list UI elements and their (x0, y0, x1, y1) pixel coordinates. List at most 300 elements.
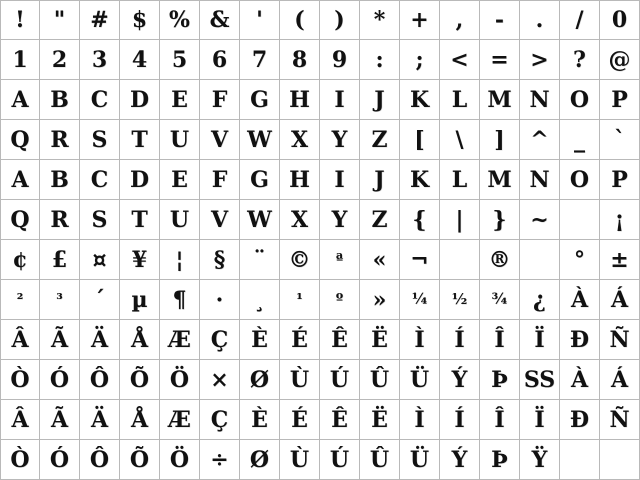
digit-nine: 9 (331, 46, 348, 73)
glyph-cell[interactable] (40, 200, 80, 240)
latin-small-k-capitalized: K (409, 166, 430, 193)
latin-capital-w: W (247, 126, 272, 153)
glyph-cell[interactable] (160, 80, 200, 120)
currency-sign: ¤ (92, 246, 107, 273)
glyph-cell[interactable] (280, 440, 320, 480)
glyph-cell[interactable] (440, 320, 480, 360)
glyph-cell[interactable] (40, 400, 80, 440)
glyph-cell[interactable] (0, 280, 40, 320)
latin-small-u-capitalized: U (169, 206, 190, 233)
glyph-cell[interactable] (40, 320, 80, 360)
glyph-cell[interactable] (360, 160, 400, 200)
glyph-cell[interactable] (520, 200, 560, 240)
glyph-cell[interactable] (320, 280, 360, 320)
glyph-cell[interactable] (600, 360, 640, 400)
glyph-cell[interactable] (40, 440, 80, 480)
glyph-cell[interactable] (280, 120, 320, 160)
glyph-cell[interactable] (80, 200, 120, 240)
glyph-cell[interactable] (80, 0, 120, 40)
glyph-cell[interactable] (80, 240, 120, 280)
glyph-cell[interactable] (320, 40, 360, 80)
glyph-cell[interactable] (200, 160, 240, 200)
glyph-cell[interactable] (560, 0, 600, 40)
glyph-cell[interactable] (360, 240, 400, 280)
glyph-cell[interactable] (560, 440, 600, 480)
glyph-cell[interactable] (520, 360, 560, 400)
digit-six: 6 (211, 46, 228, 73)
latin-small-b-capitalized: B (50, 166, 69, 193)
latin-capital-ae: Æ (168, 326, 191, 353)
glyph-cell[interactable] (600, 160, 640, 200)
glyph-cell[interactable] (120, 320, 160, 360)
latin-capital-c-cedilla: Ç (210, 326, 229, 353)
exclamation-mark: ! (15, 7, 25, 33)
glyph-cell[interactable] (480, 280, 520, 320)
one-half: ½ (451, 290, 468, 308)
glyph-cell[interactable] (80, 80, 120, 120)
glyph-cell[interactable] (400, 240, 440, 280)
glyph-cell[interactable] (320, 400, 360, 440)
glyph-cell[interactable] (120, 440, 160, 480)
glyph-cell[interactable] (560, 240, 600, 280)
glyph-cell[interactable] (360, 200, 400, 240)
glyph-cell[interactable] (240, 120, 280, 160)
glyph-cell[interactable] (0, 240, 40, 280)
latin-capital-e-acute: É (291, 326, 308, 353)
glyph-cell[interactable] (400, 160, 440, 200)
latin-small-e-capitalized: E (171, 166, 188, 193)
asterisk: * (373, 7, 386, 33)
glyph-cell[interactable] (560, 80, 600, 120)
glyph-cell[interactable] (200, 320, 240, 360)
glyph-cell[interactable] (560, 40, 600, 80)
glyph-cell[interactable] (40, 120, 80, 160)
latin-small-o-diaeresis-capitalized: Ö (169, 446, 190, 473)
glyph-cell[interactable] (80, 320, 120, 360)
latin-capital-a-diaeresis: Ä (90, 326, 109, 353)
micro-sign: µ (131, 286, 148, 313)
latin-small-i-capitalized: I (334, 166, 345, 193)
glyph-cell[interactable] (400, 440, 440, 480)
latin-small-v-capitalized: V (210, 206, 229, 233)
glyph-cell[interactable] (0, 320, 40, 360)
latin-capital-thorn: Þ (491, 366, 508, 393)
glyph-cell[interactable] (280, 0, 320, 40)
glyph-cell[interactable] (440, 240, 480, 280)
right-parenthesis: ) (334, 7, 345, 33)
glyph-cell[interactable] (360, 280, 400, 320)
glyph-cell[interactable] (320, 200, 360, 240)
glyph-cell[interactable] (40, 40, 80, 80)
glyph-cell[interactable] (80, 400, 120, 440)
glyph-cell[interactable] (240, 320, 280, 360)
glyph-cell[interactable] (80, 360, 120, 400)
glyph-cell[interactable] (160, 120, 200, 160)
glyph-cell[interactable] (40, 80, 80, 120)
glyph-cell[interactable] (200, 120, 240, 160)
glyph-cell[interactable] (240, 360, 280, 400)
glyph-cell[interactable] (600, 80, 640, 120)
glyph-cell[interactable] (520, 160, 560, 200)
glyph-cell[interactable] (360, 40, 400, 80)
glyph-cell[interactable] (120, 80, 160, 120)
glyph-cell[interactable] (480, 0, 520, 40)
latin-capital-o-grave: Ò (10, 366, 30, 393)
glyph-cell[interactable] (160, 0, 200, 40)
glyph-cell[interactable] (520, 80, 560, 120)
glyph-cell[interactable] (120, 40, 160, 80)
glyph-cell[interactable] (480, 40, 520, 80)
glyph-cell[interactable] (200, 80, 240, 120)
glyph-cell[interactable] (240, 400, 280, 440)
glyph-cell[interactable] (360, 440, 400, 480)
glyph-cell[interactable] (400, 320, 440, 360)
latin-small-y-capitalized: Y (331, 206, 348, 233)
glyph-cell[interactable] (320, 440, 360, 480)
latin-capital-o: O (569, 86, 590, 113)
glyph-cell[interactable] (600, 200, 640, 240)
latin-small-n-tilde-capitalized: Ñ (609, 406, 630, 433)
glyph-cell[interactable] (400, 40, 440, 80)
glyph-cell[interactable] (0, 200, 40, 240)
glyph-cell[interactable] (320, 80, 360, 120)
latin-small-a-circumflex-capitalized: Â (11, 406, 29, 433)
superscript-one: ¹ (296, 290, 303, 308)
latin-capital-d: D (129, 86, 150, 113)
glyph-cell[interactable] (320, 0, 360, 40)
latin-small-a-diaeresis-capitalized: Ä (90, 406, 109, 433)
latin-capital-q: Q (10, 126, 30, 153)
glyph-cell[interactable] (600, 240, 640, 280)
vertical-line: | (455, 206, 464, 233)
glyph-cell[interactable] (0, 360, 40, 400)
glyph-cell[interactable] (480, 120, 520, 160)
glyph-cell[interactable] (440, 160, 480, 200)
glyph-cell[interactable] (160, 440, 200, 480)
latin-capital-v: V (210, 126, 229, 153)
tilde: ~ (530, 206, 549, 233)
glyph-cell[interactable] (40, 0, 80, 40)
glyph-cell[interactable] (560, 400, 600, 440)
glyph-cell[interactable] (520, 440, 560, 480)
latin-small-eth-capitalized: Ð (569, 406, 590, 433)
glyph-cell[interactable] (200, 40, 240, 80)
glyph-cell[interactable] (240, 80, 280, 120)
semicolon: ; (415, 46, 424, 73)
glyph-cell[interactable] (400, 0, 440, 40)
percent-sign: % (169, 7, 190, 33)
latin-small-f-capitalized: F (211, 166, 228, 193)
latin-small-c-capitalized: C (90, 166, 109, 193)
not-sign: ¬ (410, 246, 429, 273)
glyph-cell[interactable] (440, 280, 480, 320)
glyph-cell[interactable] (480, 240, 520, 280)
glyph-cell[interactable] (520, 240, 560, 280)
latin-capital-e: E (171, 86, 188, 113)
glyph-cell[interactable] (160, 200, 200, 240)
digit-two: 2 (51, 46, 68, 73)
glyph-cell[interactable] (440, 80, 480, 120)
glyph-cell[interactable] (440, 200, 480, 240)
glyph-cell[interactable] (80, 160, 120, 200)
glyph-cell[interactable] (80, 40, 120, 80)
glyph-cell[interactable] (120, 160, 160, 200)
latin-capital-m: M (487, 86, 512, 113)
latin-capital-j: J (374, 86, 385, 113)
latin-small-i-diaeresis-capitalized: Ï (534, 406, 545, 433)
glyph-cell[interactable] (560, 120, 600, 160)
glyph-cell[interactable] (120, 0, 160, 40)
latin-small-c-cedilla-capitalized: Ç (210, 406, 229, 433)
latin-small-ae-capitalized: Æ (168, 406, 191, 433)
hyphen-minus: - (494, 7, 505, 33)
glyph-cell[interactable] (360, 0, 400, 40)
glyph-cell[interactable] (0, 400, 40, 440)
glyph-cell[interactable] (280, 280, 320, 320)
glyph-cell[interactable] (360, 80, 400, 120)
glyph-cell[interactable] (360, 320, 400, 360)
glyph-cell[interactable] (440, 360, 480, 400)
one-quarter: ¼ (411, 290, 428, 308)
masculine-ordinal-indicator: º (335, 290, 344, 308)
glyph-cell[interactable] (360, 400, 400, 440)
cedilla: ¸ (254, 286, 265, 313)
digit-seven: 7 (251, 46, 268, 73)
quotation-mark: " (53, 7, 66, 33)
glyph-cell[interactable] (240, 0, 280, 40)
latin-capital-a-circumflex: Â (11, 326, 29, 353)
glyph-cell[interactable] (440, 440, 480, 480)
glyph-cell[interactable] (400, 360, 440, 400)
glyph-cell[interactable] (400, 400, 440, 440)
glyph-cell[interactable] (200, 440, 240, 480)
glyph-cell[interactable] (560, 360, 600, 400)
glyph-cell[interactable] (280, 320, 320, 360)
number-sign: # (90, 7, 109, 33)
left-double-angle-quotation: « (372, 246, 387, 273)
glyph-cell[interactable] (120, 120, 160, 160)
glyph-cell[interactable] (40, 280, 80, 320)
glyph-cell[interactable] (520, 120, 560, 160)
glyph-cell[interactable] (120, 240, 160, 280)
apostrophe: ' (256, 7, 263, 33)
glyph-cell[interactable] (560, 200, 600, 240)
glyph-cell[interactable] (520, 40, 560, 80)
grave-accent: ` (614, 126, 625, 153)
glyph-cell[interactable] (600, 320, 640, 360)
glyph-cell[interactable] (320, 240, 360, 280)
latin-small-u-diaeresis-capitalized: Ü (409, 446, 430, 473)
glyph-cell[interactable] (520, 400, 560, 440)
low-line: _ (574, 126, 585, 153)
glyph-cell[interactable] (80, 440, 120, 480)
latin-capital-e-circumflex: Ê (331, 326, 348, 353)
glyph-cell[interactable] (280, 240, 320, 280)
glyph-cell[interactable] (160, 280, 200, 320)
glyph-cell[interactable] (360, 120, 400, 160)
glyph-cell[interactable] (280, 200, 320, 240)
glyph-cell[interactable] (160, 360, 200, 400)
glyph-cell[interactable] (240, 280, 280, 320)
glyph-cell[interactable] (240, 440, 280, 480)
glyph-cell[interactable] (320, 120, 360, 160)
glyph-cell[interactable] (200, 200, 240, 240)
glyph-cell[interactable] (520, 280, 560, 320)
glyph-cell[interactable] (560, 160, 600, 200)
glyph-cell[interactable] (40, 240, 80, 280)
digit-zero: 0 (611, 7, 628, 33)
glyph-cell[interactable] (520, 320, 560, 360)
glyph-cell[interactable] (560, 280, 600, 320)
glyph-cell[interactable] (120, 360, 160, 400)
glyph-cell[interactable] (440, 0, 480, 40)
glyph-cell[interactable] (80, 280, 120, 320)
glyph-cell[interactable] (480, 200, 520, 240)
colon: : (375, 46, 384, 73)
glyph-cell[interactable] (400, 80, 440, 120)
commercial-at: @ (608, 46, 631, 73)
glyph-cell[interactable] (360, 360, 400, 400)
glyph-cell[interactable] (480, 160, 520, 200)
glyph-cell[interactable] (600, 40, 640, 80)
glyph-cell[interactable] (0, 40, 40, 80)
glyph-cell[interactable] (200, 240, 240, 280)
latin-capital-x: X (290, 126, 309, 153)
circumflex-accent: ^ (530, 126, 549, 153)
digit-four: 4 (131, 46, 148, 73)
glyph-cell[interactable] (440, 400, 480, 440)
glyph-cell[interactable] (600, 280, 640, 320)
less-than-sign: < (450, 46, 469, 73)
glyph-cell[interactable] (440, 120, 480, 160)
latin-capital-y-diaeresis: Ÿ (531, 446, 548, 473)
glyph-cell[interactable] (600, 440, 640, 480)
glyph-cell[interactable] (160, 400, 200, 440)
latin-small-o-grave-capitalized: Ò (10, 446, 30, 473)
glyph-cell[interactable] (240, 160, 280, 200)
glyph-cell[interactable] (160, 320, 200, 360)
glyph-cell[interactable] (240, 200, 280, 240)
glyph-cell[interactable] (240, 240, 280, 280)
glyph-cell[interactable] (600, 400, 640, 440)
latin-capital-i-acute: Í (454, 326, 465, 353)
pound-sign: £ (51, 246, 68, 273)
right-double-angle-quotation: » (372, 286, 387, 313)
latin-capital-a-acute: Á (610, 286, 629, 313)
cent-sign: ¢ (12, 246, 28, 273)
glyph-cell[interactable] (440, 40, 480, 80)
glyph-cell[interactable] (120, 200, 160, 240)
latin-capital-a-ring: Å (130, 326, 149, 353)
glyph-cell[interactable] (480, 440, 520, 480)
glyph-cell[interactable] (280, 40, 320, 80)
glyph-cell[interactable] (200, 0, 240, 40)
glyph-cell[interactable] (400, 120, 440, 160)
latin-small-y-acute-capitalized: Ý (451, 446, 468, 473)
latin-capital-n-tilde: Ñ (609, 326, 630, 353)
glyph-cell[interactable] (400, 200, 440, 240)
glyph-cell[interactable] (200, 280, 240, 320)
left-curly-bracket: { (412, 206, 427, 233)
glyph-cell[interactable] (320, 360, 360, 400)
glyph-cell[interactable] (480, 360, 520, 400)
glyph-cell[interactable] (600, 0, 640, 40)
question-mark: ? (573, 46, 586, 73)
glyph-cell[interactable] (0, 80, 40, 120)
glyph-cell[interactable] (0, 0, 40, 40)
latin-small-i-acute-capitalized: Í (454, 406, 465, 433)
glyph-cell[interactable] (200, 360, 240, 400)
glyph-cell[interactable] (320, 320, 360, 360)
glyph-cell[interactable] (560, 320, 600, 360)
glyph-cell[interactable] (160, 240, 200, 280)
glyph-cell[interactable] (40, 160, 80, 200)
glyph-cell[interactable] (400, 280, 440, 320)
latin-small-a-acute-capitalized: Á (610, 366, 629, 393)
greater-than-sign: > (530, 46, 549, 73)
broken-bar: ¦ (175, 246, 184, 273)
latin-capital-f: F (211, 86, 228, 113)
division-sign: ÷ (210, 446, 229, 473)
glyph-cell[interactable] (280, 160, 320, 200)
glyph-cell[interactable] (520, 0, 560, 40)
glyph-cell[interactable] (480, 80, 520, 120)
latin-small-w-capitalized: W (247, 206, 272, 233)
glyph-cell[interactable] (280, 360, 320, 400)
latin-capital-o-diaeresis: Ö (169, 366, 190, 393)
latin-capital-y-acute: Ý (451, 366, 468, 393)
latin-capital-y: Y (331, 126, 348, 153)
latin-small-e-diaeresis-capitalized: Ë (371, 406, 388, 433)
latin-small-n-capitalized: N (529, 166, 550, 193)
latin-capital-o-tilde: Õ (129, 366, 150, 393)
latin-small-g-capitalized: G (250, 166, 269, 193)
glyph-cell[interactable] (160, 40, 200, 80)
glyph-cell[interactable] (40, 360, 80, 400)
glyph-cell[interactable] (120, 280, 160, 320)
glyph-cell[interactable] (0, 440, 40, 480)
glyph-cell[interactable] (280, 80, 320, 120)
glyph-cell[interactable] (0, 160, 40, 200)
glyph-cell[interactable] (160, 160, 200, 200)
latin-capital-n: N (529, 86, 550, 113)
latin-small-h-capitalized: H (289, 166, 310, 193)
glyph-cell[interactable] (120, 400, 160, 440)
latin-capital-u-circumflex: Û (369, 366, 390, 393)
plus-minus-sign: ± (610, 246, 629, 273)
glyph-cell[interactable] (240, 40, 280, 80)
glyph-cell[interactable] (320, 160, 360, 200)
latin-small-o-acute-capitalized: Ó (49, 446, 70, 473)
latin-capital-o-circumflex: Ô (89, 366, 110, 393)
degree-sign: ° (574, 246, 585, 273)
latin-small-u-acute-capitalized: Ú (329, 446, 350, 473)
latin-capital-t: T (131, 126, 148, 153)
latin-small-i-circumflex-capitalized: Î (494, 406, 505, 433)
glyph-cell[interactable] (0, 120, 40, 160)
latin-capital-u-grave: Ù (289, 366, 310, 393)
latin-small-r-capitalized: R (50, 206, 69, 233)
glyph-cell[interactable] (200, 400, 240, 440)
glyph-cell[interactable] (600, 120, 640, 160)
glyph-cell[interactable] (480, 400, 520, 440)
left-parenthesis: ( (294, 7, 305, 33)
glyph-cell[interactable] (480, 320, 520, 360)
latin-small-j-capitalized: J (374, 166, 385, 193)
glyph-cell[interactable] (80, 120, 120, 160)
latin-small-i-grave-capitalized: Ì (414, 406, 425, 433)
glyph-cell[interactable] (280, 400, 320, 440)
